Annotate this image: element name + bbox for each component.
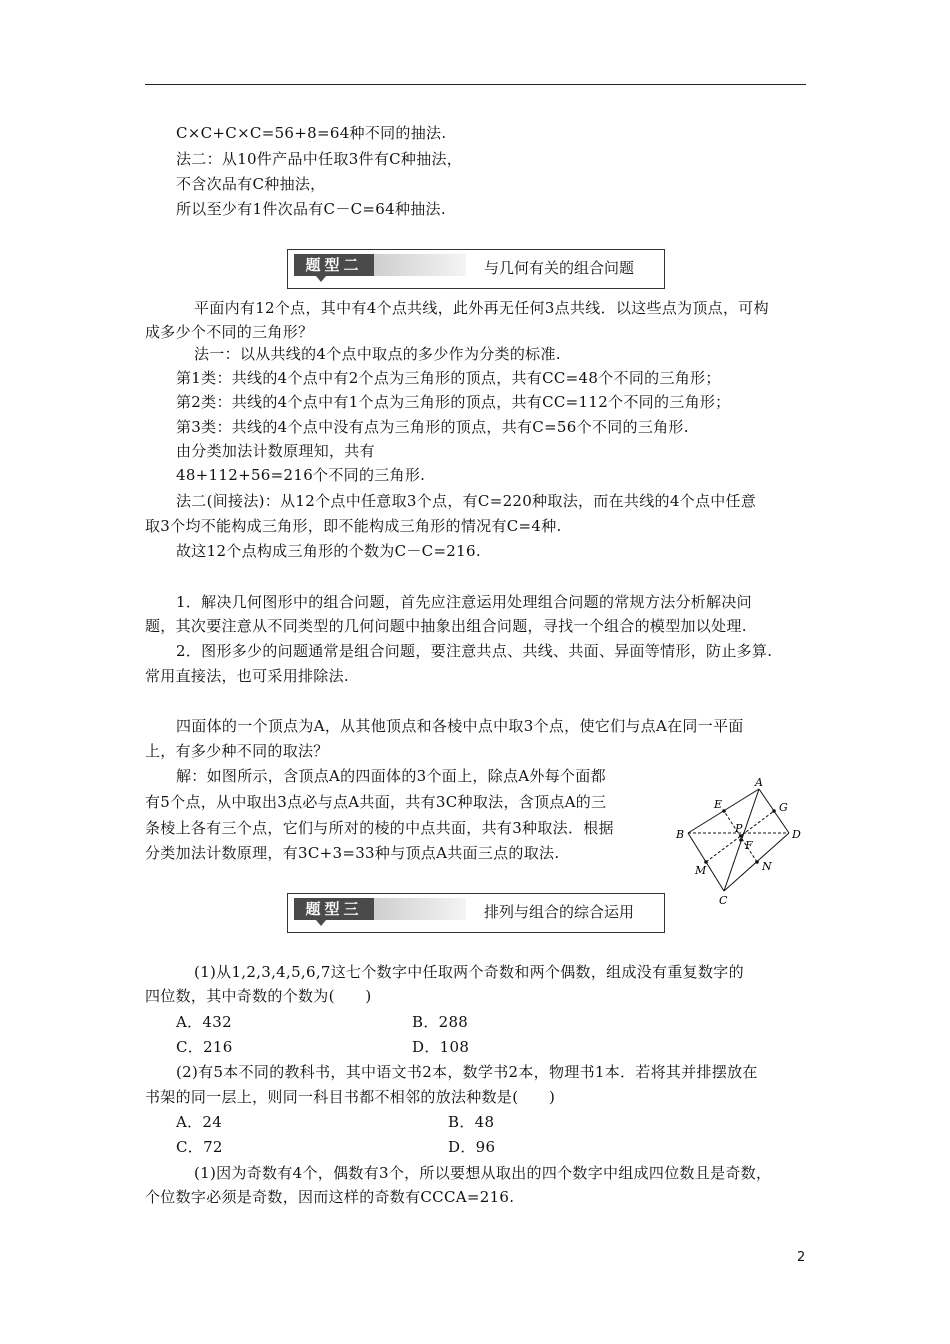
option-c: C．72 bbox=[176, 1138, 223, 1156]
section-header-3 bbox=[287, 893, 665, 933]
problem-text: 四面体的一个顶点为A，从其他顶点和各棱中点中取3个点，使它们与点A在同一平面 bbox=[176, 717, 744, 735]
note-line: 常用直接法，也可采用排除法. bbox=[145, 667, 349, 685]
option-b: B．288 bbox=[412, 1013, 469, 1031]
tetrahedron-figure bbox=[668, 776, 818, 906]
label-n: N bbox=[762, 860, 772, 873]
answer-text: 个位数字必须是奇数，因而这样的奇数有CCCA=216. bbox=[145, 1188, 515, 1206]
note-line: 2．图形多少的问题通常是组合问题，要注意共点、共线、共面、异面等情形，防止多算. bbox=[176, 642, 773, 660]
label-f: F bbox=[745, 839, 753, 852]
section-title: 与几何有关的组合问题 bbox=[484, 259, 635, 277]
tag-notch-decoration bbox=[316, 920, 326, 926]
solution-line: 取3个均不能构成三角形，即不能构成三角形的情况有C=4种. bbox=[145, 517, 562, 535]
section-tag: 题型二 bbox=[294, 254, 374, 276]
solution-line: 有5个点，从中取出3点必与点A共面，共有3C种取法，含顶点A的三 bbox=[145, 793, 607, 811]
text-line: 不含次品有C种抽法， bbox=[176, 175, 326, 193]
problem-text: 成多少个不同的三角形？ bbox=[145, 323, 314, 341]
option-c: C．216 bbox=[176, 1038, 233, 1056]
label-d: D bbox=[792, 828, 801, 841]
section-tag: 题型三 bbox=[294, 898, 374, 920]
label-p: P bbox=[735, 822, 743, 835]
option-d: D．108 bbox=[412, 1038, 470, 1056]
section-header-2 bbox=[287, 249, 665, 289]
point-n bbox=[755, 860, 759, 864]
question-text: 四位数，其中奇数的个数为( ) bbox=[145, 987, 372, 1005]
text-line: C×C+C×C=56+8=64种不同的抽法. bbox=[176, 124, 447, 142]
solution-line: 第1类：共线的4个点中有2个点为三角形的顶点，共有CC=48个不同的三角形； bbox=[176, 369, 721, 387]
answer-text: (1)因为奇数有4个，偶数有3个，所以要想从取出的四个数字中组成四位数且是奇数， bbox=[194, 1164, 772, 1182]
solution-line: 条棱上各有三个点，它们与所对的棱的中点共面，共有3种取法．根据 bbox=[145, 819, 614, 837]
label-m: M bbox=[695, 864, 707, 877]
solution-line: 48+112+56=216个不同的三角形. bbox=[176, 466, 426, 484]
point-g bbox=[772, 809, 776, 813]
tag-bar-decoration bbox=[374, 898, 466, 920]
problem-text: 平面内有12个点，其中有4个点共线，此外再无任何3点共线．以这些点为顶点，可构 bbox=[194, 299, 769, 317]
page-number: 2 bbox=[797, 1250, 806, 1265]
option-a: A．24 bbox=[176, 1113, 223, 1131]
text-line: 法二：从10件产品中任取3件有C种抽法， bbox=[176, 150, 463, 168]
option-d: D．96 bbox=[448, 1138, 496, 1156]
tag-notch-decoration bbox=[316, 276, 326, 282]
solution-line: 解：如图所示，含顶点A的四面体的3个面上，除点A外每个面都 bbox=[176, 767, 606, 785]
point-f bbox=[739, 838, 743, 842]
option-b: B．48 bbox=[448, 1113, 495, 1131]
label-c: C bbox=[719, 894, 728, 906]
question-text: 书架的同一层上，则同一科目书都不相邻的放法种数是( ) bbox=[145, 1088, 556, 1106]
solution-line: 分类加法计数原理，有3C+3=33种与顶点A共面三点的取法. bbox=[145, 844, 560, 862]
text-line: 所以至少有1件次品有C－C=64种抽法. bbox=[176, 200, 446, 218]
note-line: 1．解决几何图形中的组合问题，首先应注意运用处理组合问题的常规方法分析解决问 bbox=[176, 593, 752, 611]
label-b: B bbox=[676, 828, 685, 841]
note-line: 题，其次要注意从不同类型的几何问题中抽象出组合问题，寻找一个组合的模型加以处理. bbox=[145, 617, 747, 635]
label-a: A bbox=[755, 776, 763, 789]
question-text: (1)从1,2,3,4,5,6,7这七个数字中任取两个奇数和两个偶数，组成没有重复数字的 bbox=[194, 963, 744, 981]
solution-line: 法二(间接法)：从12个点中任意取3个点，有C=220种取法，而在共线的4个点中任意 bbox=[176, 492, 757, 510]
tag-bar-decoration bbox=[374, 254, 466, 276]
solution-line: 法一：以从共线的4个点中取点的多少作为分类的标准. bbox=[194, 345, 561, 363]
solution-line: 故这12个点构成三角形的个数为C－C=216. bbox=[176, 542, 481, 560]
label-e: E bbox=[714, 798, 723, 811]
header-rule bbox=[145, 84, 806, 85]
point-e bbox=[722, 809, 726, 813]
section-title: 排列与组合的综合运用 bbox=[484, 903, 635, 921]
solution-line: 由分类加法计数原理知，共有 bbox=[176, 442, 375, 460]
option-a: A．432 bbox=[176, 1013, 232, 1031]
solution-line: 第3类：共线的4个点中没有点为三角形的顶点，共有C=56个不同的三角形. bbox=[176, 418, 689, 436]
problem-text: 上，有多少种不同的取法？ bbox=[145, 742, 329, 760]
solution-line: 第2类：共线的4个点中有1个点为三角形的顶点，共有CC=112个不同的三角形； bbox=[176, 393, 731, 411]
label-g: G bbox=[779, 801, 788, 814]
question-text: (2)有5本不同的教科书，其中语文书2本，数学书2本，物理书1本．若将其并排摆放在 bbox=[176, 1063, 758, 1081]
